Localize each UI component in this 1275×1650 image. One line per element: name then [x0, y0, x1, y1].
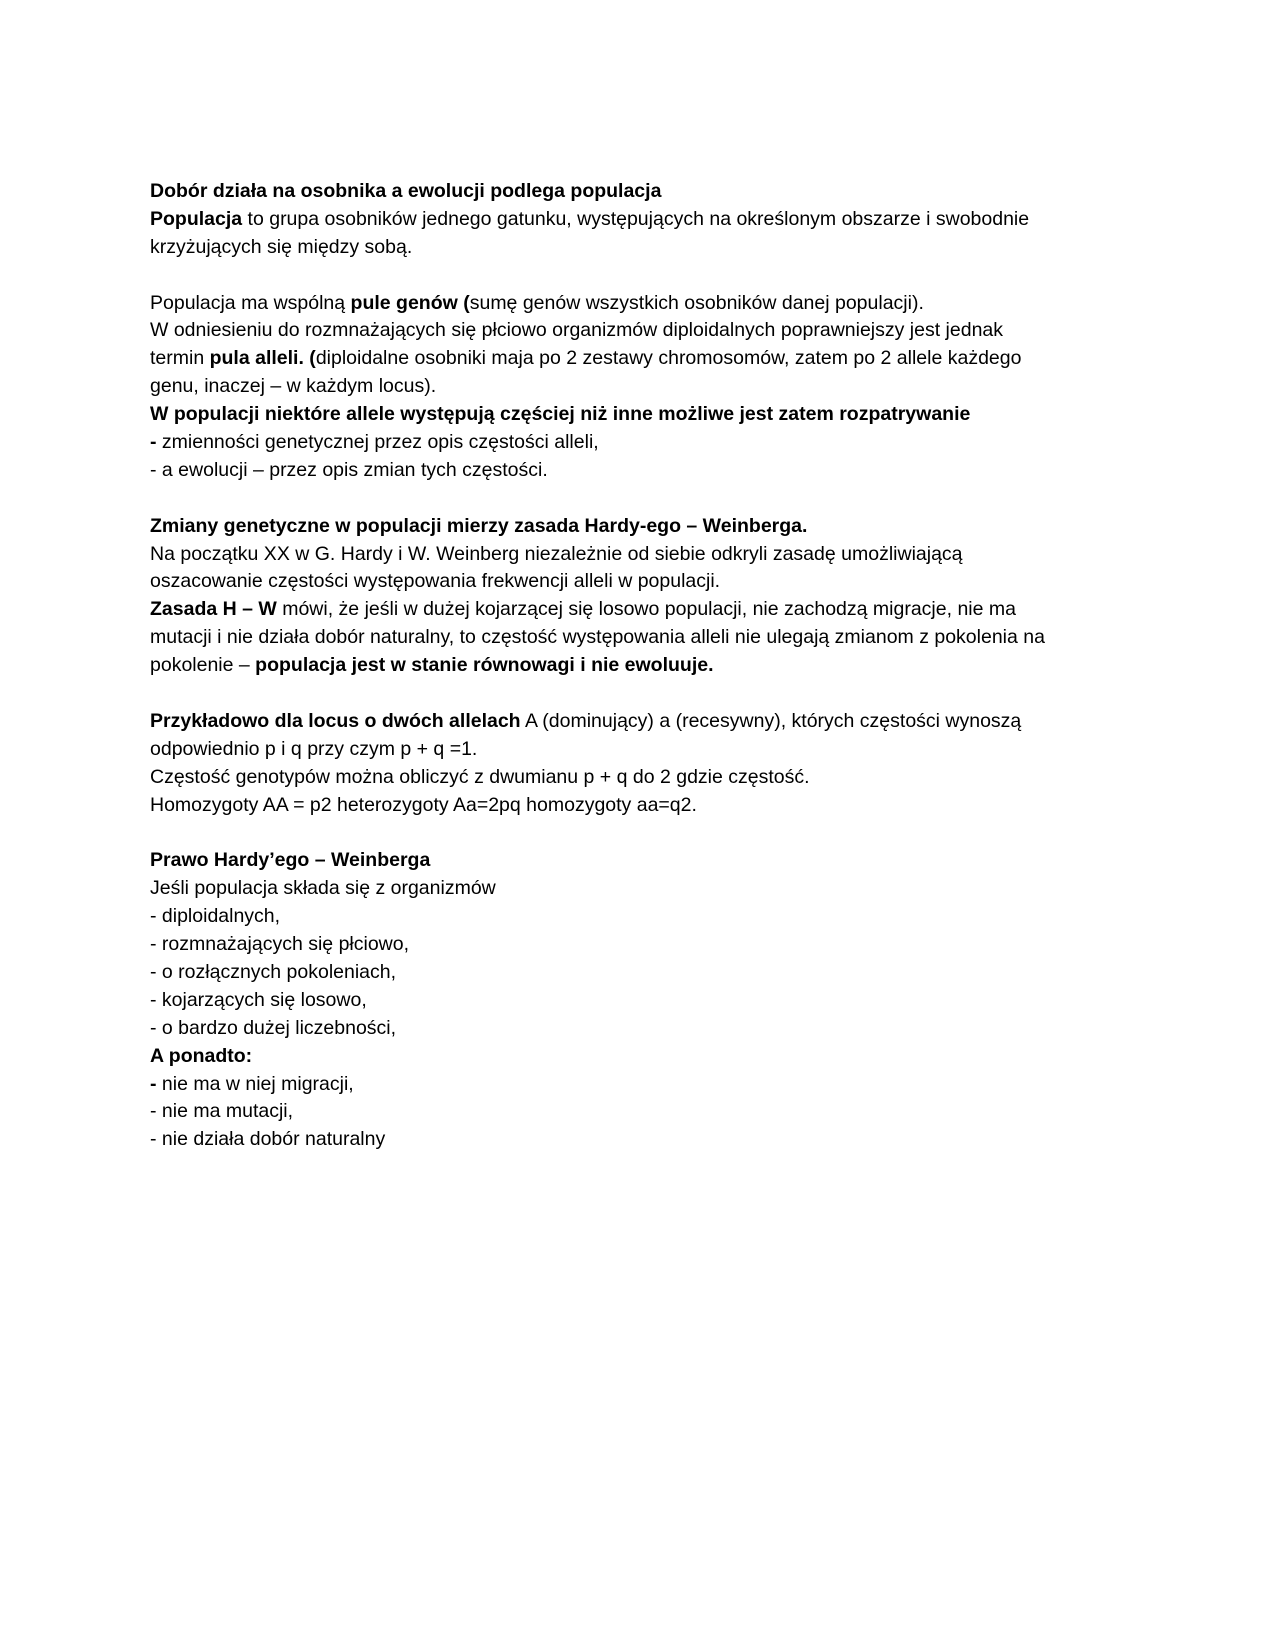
document-page: [150, 178, 1150, 1154]
paragraph-allele-pool-cont: termin pula alleli. (diploidalne osobniki maja po 2 zestawy chromosomów, zatem po 2 allele każdego: [150, 347, 1022, 370]
heading-selection: Dobór działa na osobnika a ewolucji podlega populacja: [150, 180, 662, 202]
paragraph-gene-pool: Populacja ma wspólną pule genów (sumę genów wszystkich osobników danej populacji).: [150, 291, 924, 314]
paragraph-conditions-intro: Jeśli populacja składa się z organizmów: [150, 877, 496, 900]
list-item: - nie ma mutacji,: [150, 1100, 294, 1123]
heading-hardy-weinberg-law: Prawo Hardy’ego – Weinberga: [150, 849, 431, 872]
paragraph-population-definition-cont: krzyżujących się między sobą.: [150, 235, 413, 258]
paragraph-example-cont: odpowiednio p i q przy czym p + q =1.: [150, 737, 478, 760]
paragraph-history: Na początku XX w G. Hardy i W. Weinberg niezależnie od siebie odkryli zasadę umożliwiającą: [150, 542, 963, 565]
heading-hardy-weinberg-principle: Zmiany genetyczne w populacji mierzy zasada Hardy-ego – Weinberga.: [150, 514, 808, 537]
list-item: - o bardzo dużej liczebności,: [150, 1016, 397, 1039]
list-item-evolution: - a ewolucji – przez opis zmian tych częstości.: [150, 458, 548, 481]
paragraph-allele-pool-end: genu, inaczej – w każdym locus).: [150, 375, 437, 398]
paragraph-genotypes: Homozygoty AA = p2 heterozygoty Aa=2pq homozygoty aa=q2.: [150, 793, 697, 816]
list-item: - nie działa dobór naturalny: [150, 1128, 386, 1151]
paragraph-allele-frequency-heading: W populacji niektóre allele występują częściej niż inne możliwe jest zatem rozpatrywanie: [150, 403, 971, 426]
spacer: [150, 819, 1150, 847]
spacer: [150, 485, 1150, 513]
list-item: - kojarzących się losowo,: [150, 988, 367, 1011]
paragraph-example: Przykładowo dla locus o dwóch allelach A (dominujący) a (recesywny), których częstości wynoszą: [150, 709, 1022, 732]
list-item: - nie ma w niej migracji,: [150, 1072, 354, 1095]
paragraph-history-cont: oszacowanie częstości występowania frekwencji alleli w populacji.: [150, 570, 721, 593]
paragraph-hw-rule-end: pokolenie – populacja jest w stanie równowagi i nie ewoluuje.: [150, 654, 714, 677]
paragraph-hw-rule-cont: mutacji i nie działa dobór naturalny, to częstość występowania alleli nie ulegają zmianom z pokolenia na: [150, 626, 1045, 649]
spacer: [150, 262, 1150, 290]
list-item: - o rozłącznych pokoleniach,: [150, 960, 397, 983]
spacer: [150, 680, 1150, 708]
paragraph-hw-rule: Zasada H – W mówi, że jeśli w dużej kojarzącej się losowo populacji, nie zachodzą migracje, nie ma: [150, 598, 1016, 621]
heading-additionally: A ponadto:: [150, 1044, 253, 1067]
paragraph-allele-pool: W odniesieniu do rozmnażających się płciowo organizmów diploidalnych poprawniejszy jest jednak: [150, 319, 1004, 342]
list-item: - diploidalnych,: [150, 905, 281, 928]
list-item: - rozmnażających się płciowo,: [150, 933, 410, 956]
paragraph-genotype-frequency: Częstość genotypów można obliczyć z dwumianu p + q do 2 gdzie częstość.: [150, 765, 810, 788]
list-item-variability: - zmienności genetycznej przez opis częstości alleli,: [150, 431, 599, 454]
paragraph-population-definition: Populacja to grupa osobników jednego gatunku, występujących na określonym obszarze i swobodnie: [150, 207, 1030, 230]
